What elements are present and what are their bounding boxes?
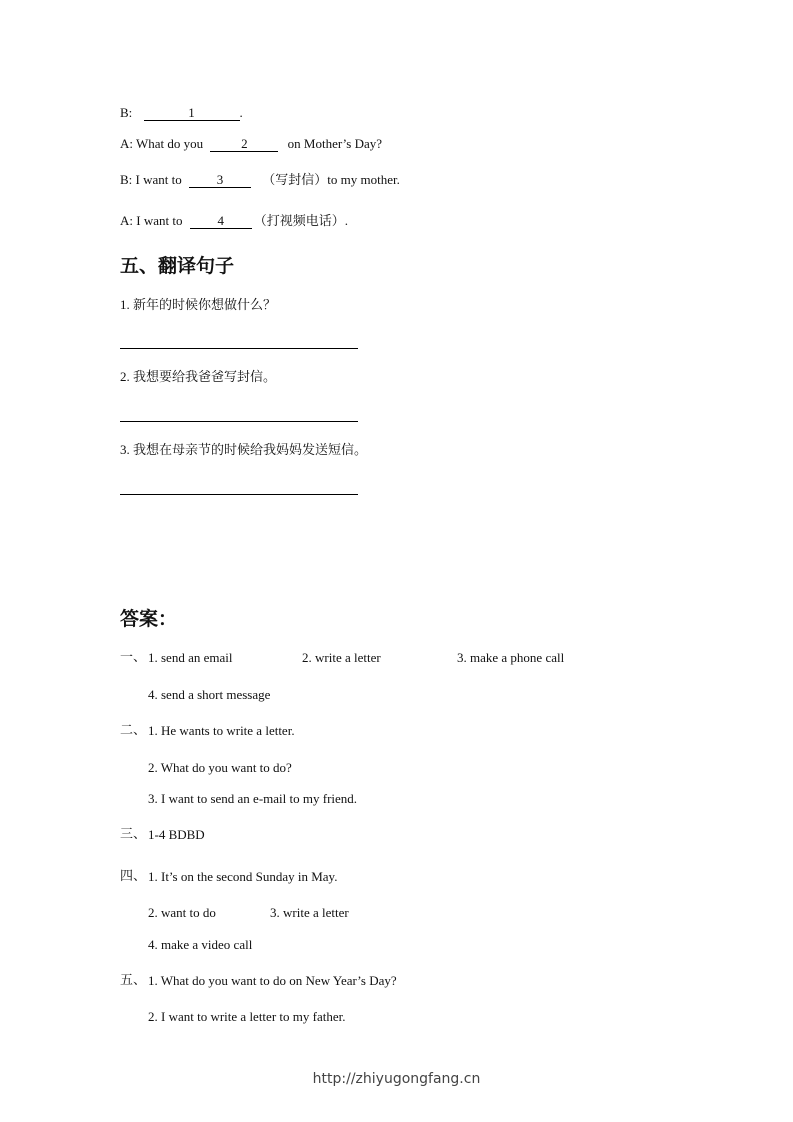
answer-4-3: 3. write a letter bbox=[270, 905, 349, 920]
line-text: I want to bbox=[135, 172, 182, 187]
answer-4-1: 1. It’s on the second Sunday in May. bbox=[148, 869, 338, 884]
speaker: B: bbox=[120, 172, 133, 187]
item-number: 3. bbox=[120, 442, 130, 457]
answer-2-3: 3. I want to send an e-mail to my friend. bbox=[148, 791, 358, 806]
item-text: 我想在母亲节的时候给我妈妈发送短信。 bbox=[133, 443, 368, 458]
answer-blank-1: 1 bbox=[144, 106, 240, 121]
dialogue-line-4 bbox=[120, 213, 348, 230]
answer-blank-2: 2 bbox=[210, 137, 278, 152]
translate-item-1 bbox=[120, 297, 276, 314]
dialogue-line-3 bbox=[120, 172, 400, 189]
line-text: I want to bbox=[136, 213, 183, 228]
answer-blank-3: 3 bbox=[189, 173, 251, 188]
section-title-translate: 五、翻译句子 bbox=[120, 255, 235, 277]
speaker: A: bbox=[120, 213, 133, 228]
item-text: 新年的时候你想做什么？ bbox=[133, 298, 277, 313]
answer-2-2: 2. What do you want to do? bbox=[148, 760, 292, 775]
answer-2-1: 1. He wants to write a letter. bbox=[148, 723, 295, 738]
answers-title: 答案： bbox=[120, 608, 178, 630]
answer-line-3 bbox=[120, 494, 358, 495]
speaker: B: bbox=[120, 105, 133, 120]
answer-section-label-3: 三、 bbox=[120, 827, 147, 842]
answer-5-1: 1. What do you want to do on New Year’s Day? bbox=[148, 973, 397, 988]
answer-1-1: 1. send an email bbox=[148, 650, 233, 665]
answer-line-2 bbox=[120, 421, 358, 422]
translate-item-2 bbox=[120, 369, 276, 386]
line-end: . bbox=[344, 213, 348, 228]
chinese-hint: （打视频电话） bbox=[253, 214, 345, 229]
translate-item-3 bbox=[120, 442, 367, 459]
answer-section-label-1: 一、 bbox=[120, 650, 147, 665]
answer-1-4: 4. send a short message bbox=[148, 687, 271, 702]
answer-5-2: 2. I want to write a letter to my father. bbox=[148, 1009, 346, 1024]
line-text: What do you bbox=[136, 136, 204, 151]
footer-url: http://zhiyugongfang.cn bbox=[312, 1071, 481, 1087]
item-number: 2. bbox=[120, 369, 130, 384]
dialogue-line-2 bbox=[120, 136, 382, 152]
answer-line-1 bbox=[120, 348, 358, 349]
line-text: to my mother. bbox=[327, 172, 400, 187]
answer-section-label-5: 五、 bbox=[120, 973, 147, 988]
line-end: . bbox=[239, 105, 243, 120]
line-text: on Mother’s Day? bbox=[287, 136, 383, 151]
answer-section-label-2: 二、 bbox=[120, 723, 147, 738]
dialogue-line-1 bbox=[120, 105, 243, 121]
answer-1-3: 3. make a phone call bbox=[457, 650, 565, 665]
answer-blank-4: 4 bbox=[190, 214, 252, 229]
item-text: 我想要给我爸爸写封信。 bbox=[133, 370, 277, 385]
item-number: 1. bbox=[120, 297, 130, 312]
answer-4-4: 4. make a video call bbox=[148, 937, 253, 952]
chinese-hint: （写封信） bbox=[262, 173, 328, 188]
answer-1-2: 2. write a letter bbox=[302, 650, 381, 665]
speaker: A: bbox=[120, 136, 133, 151]
answer-section-label-4: 四、 bbox=[120, 869, 147, 884]
answer-3-1: 1-4 BDBD bbox=[148, 827, 205, 842]
answer-4-2: 2. want to do bbox=[148, 905, 216, 920]
